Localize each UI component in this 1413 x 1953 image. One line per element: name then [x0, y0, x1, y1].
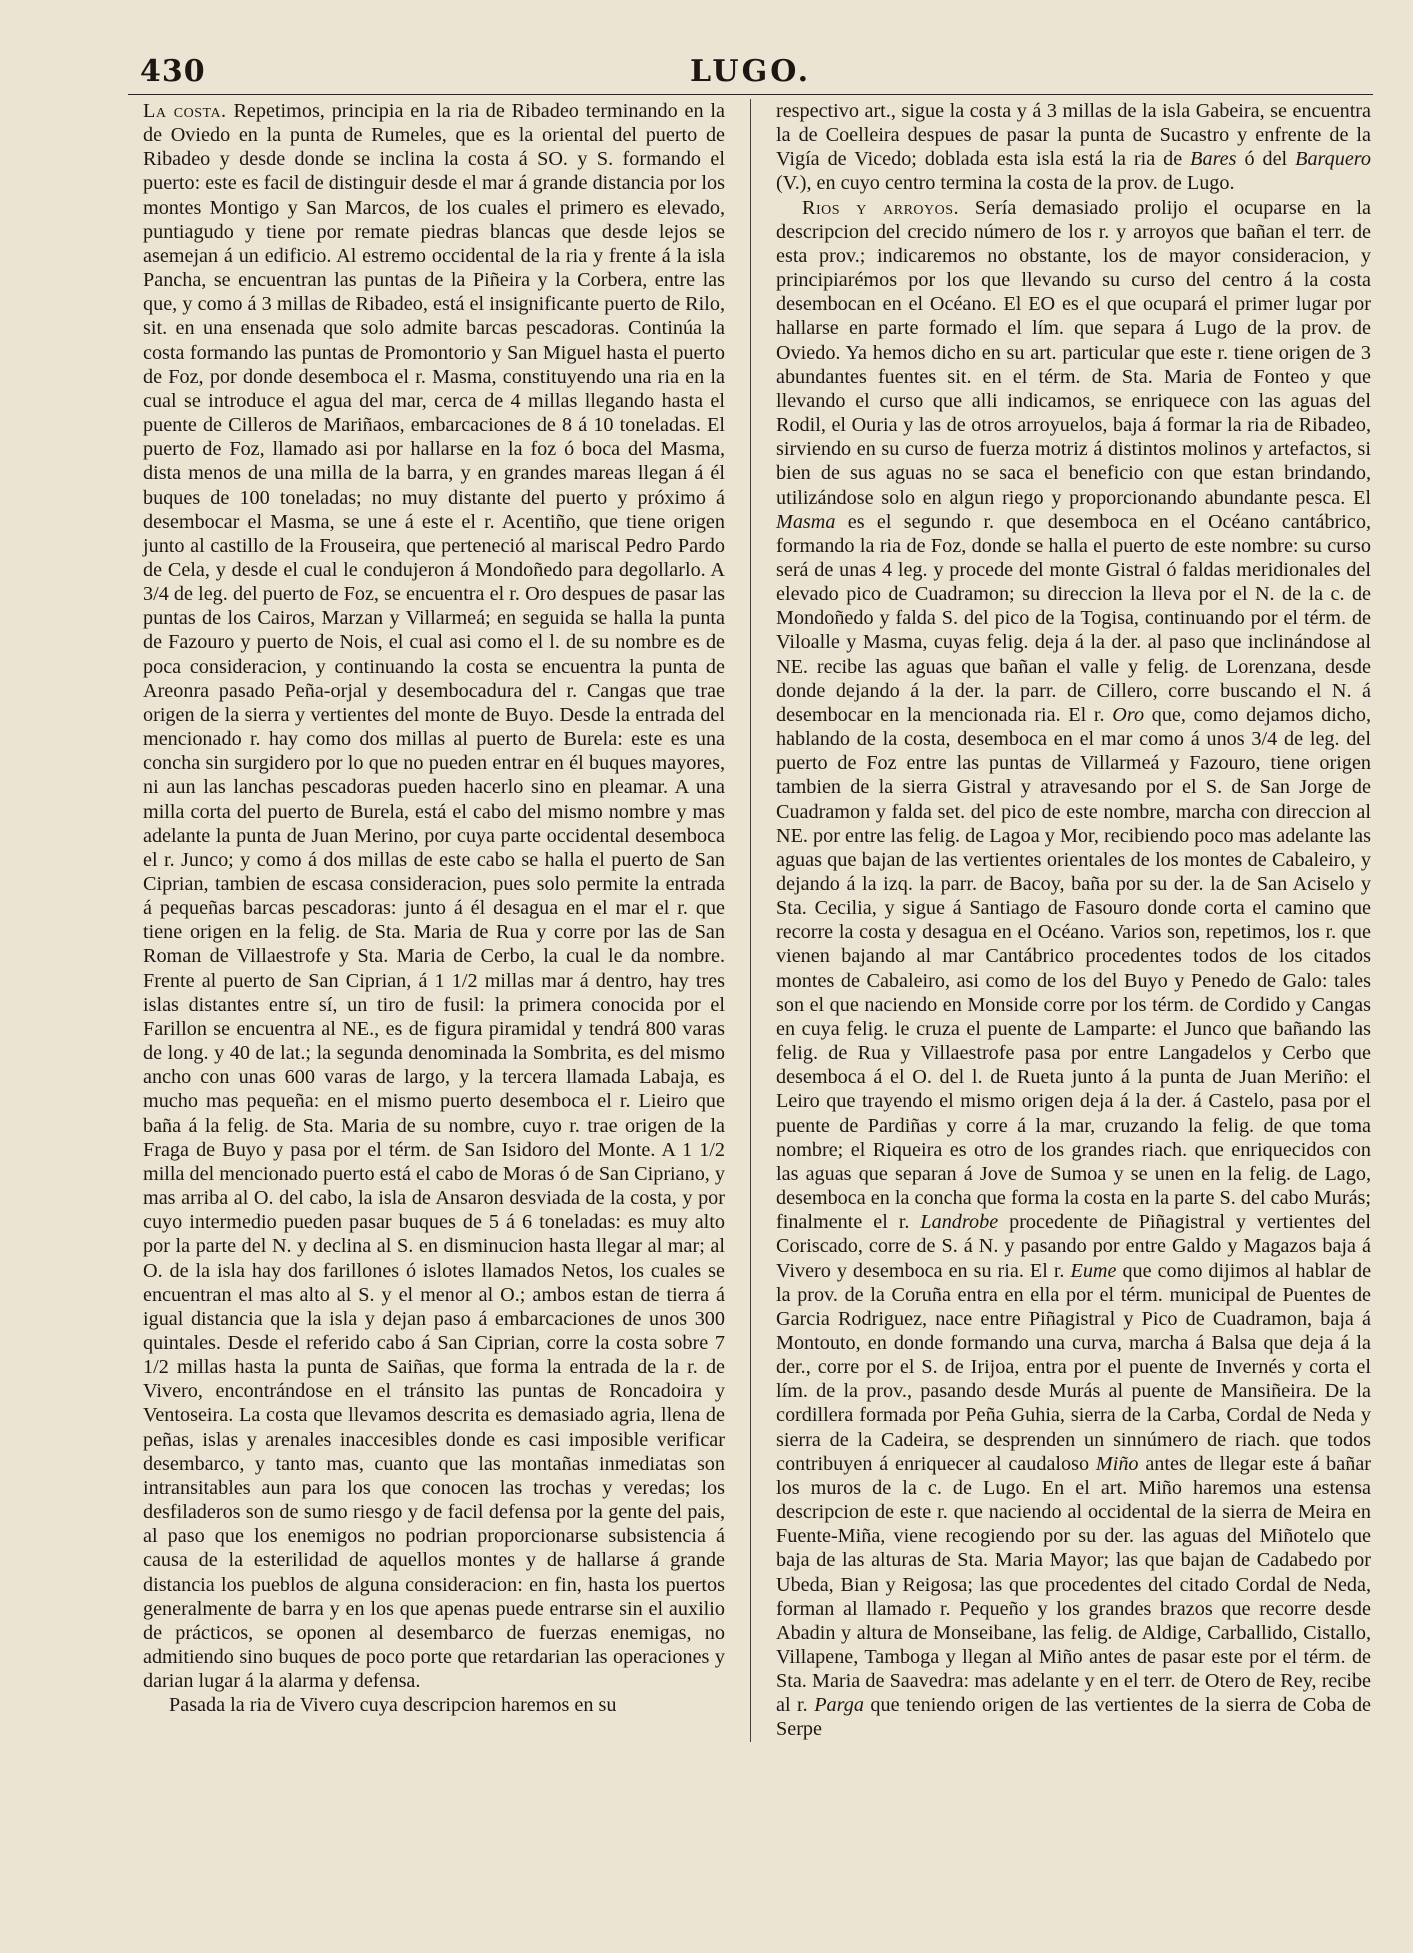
left-column — [128, 99, 725, 1742]
paragraph-text: ó del — [1244, 148, 1288, 171]
paragraph-text: procedente de Piñagistral y vertientes del Coriscado, corre de S. á N. y pasando por entre Galdo y Magazos baja á Vivero y desemboca en su ria. El r. — [776, 1211, 1372, 1282]
paragraph-text: respectivo art., sigue la costa y á 3 millas de la isla Gabeira, se encuentra la de Coelleira despues de pasar la punta de Sucastro y enfrente de la Vigía de Vicedo; doblada esta isla está la ria de — [776, 100, 1371, 171]
paragraph-text: Pasada la ria de Vivero cuya descripcion haremos en su — [169, 1694, 617, 1717]
italic-place-name: Barquero — [1295, 148, 1372, 171]
italic-river-name: Parga — [814, 1694, 864, 1717]
running-title: LUGO. — [689, 54, 812, 89]
italic-river-name: Masma — [776, 510, 836, 533]
paragraph-text: que teniendo origen de las vertientes de la sierra de Coba de Serpe — [776, 1694, 1372, 1741]
italic-place-name: Bares — [1190, 148, 1237, 171]
page-header — [128, 52, 1373, 95]
italic-river-name: Landrobe — [920, 1211, 999, 1234]
paragraph-rios-y-arroyos — [776, 196, 1371, 1742]
paragraph-text: Repetimos, principia en la ria de Ribadeo terminando en la de Oviedo en la punta de Rumeles, que es la oriental del puerto de Ribadeo y desde donde se inclina la costa á SO. y S. formando el puerto: este es facil de distinguir desde el mar á grande distancia por los montes Montigo y San Marcos, de los cuales el primero es elevado, puntiagudo y tiene por remate piedras blancas que desde lejos se asemejan á un edificio. Al estremo occidental de la ria y frente á la isla Pancha, se encuentran las puntas de la Piñeira y la Corbera, entre las que, y como á 3 millas de Ribadeo, está el insignificante puerto de Rilo, sit. en una ensenada que solo admite barcas pescadoras. Continúa la costa formando las puntas de Promontorio y San Miguel hasta el puerto de Foz, por donde desemboca el r. Masma, constituyendo una ria en la cual se introduce el agua del mar, cerca de 4 millas llegando hasta el puente de Cilleros de Mariñaos, embarcaciones de 8 á 10 toneladas. El puerto de Foz, llamado asi por hallarse en la foz ó boca del Masma, dista menos de una milla de la barra, y en grandes mareas llegan á él buques de 100 toneladas; no muy distante del puerto y próximo á desembocar el Masma, se une á este el r. Acentiño, que tiene origen junto al castillo de la Frouseira, que perteneció al mariscal Pedro Pardo de Cela, y desde el cual le condujeron á Mondoñedo para degollarlo. A 3/4 de leg. del puerto de Foz, se encuentra el r. Oro despues de pasar las puntas de los Cairos, Marzan y Villarmeá; en seguida se halla la punta de Fazouro y puerto de Nois, el cual asi como el l. de su nombre es de poca consideracion, y continuando la costa se encuentra la punta de Areonra pasado Peña-orjal y desembocadura del r. Cangas que trae origen de la sierra y vertientes del monte de Buyo. Desde la entrada del mencionado r. hay como dos millas al puerto de Burela: este es una concha sin surgidero por lo que no pueden entrar en él buques mayores, ni aun las lanchas pescadoras pueden hacerlo sino en pleamar. A una milla corta del puerto de Burela, está el cabo del mismo nombre y mas adelante la punta de Juan Merino, por cuya parte occidental desemboca el r. Junco; y como á dos millas de este cabo se halla el puerto de San Ciprian, tambien de escasa consideracion, pues solo permite la entrada á pequeñas barcas pescadoras: junto á él desagua en el mar el r. que tiene origen en la felig. de Sta. Maria de Rua y corre por las de San Roman de Villaestrofe y Sta. Maria de Cerbo, la cual le da nombre. Frente al puerto de San Ciprian, á 1 1/2 millas mar á dentro, hay tres islas distantes entre sí, un tiro de fusil: la primera conocida por el Farillon se encuentra al NE., es de figura piramidal y tendrá 800 varas de long. y 40 de lat.; la segunda denominada la Sombrita, es del mismo ancho con unas 600 varas de largo, y la tercera llamada Labaja, es mucho mas pequeña: en el mismo puerto desemboca el r. Lieiro que baña á la felig. de Sta. Maria de su nombre, cuyo r. trae origen de la Fraga de Buyo y pasa por el térm. de San Isidoro del Monte. A 1 1/2 milla del mencionado puerto está el cabo de Moras ó de San Cipriano, y mas arriba al O. del cabo, la isla de Ansaron desviada de la costa, y por cuyo intermedio pueden pasar buques de 5 á 6 toneladas: es muy alto por la parte del N. y declina al S. en disminucion hasta llegar al mar; al O. de la isla hay dos farillones ó islotes llamados Netos, los cuales se encuentran el mas alto al S. y el menor al O.; ambos estan de tierra á igual distancia que la isla y dejan paso á embarcaciones de unos 300 quintales. Desde el referido cabo á San Ciprian, corre la costa sobre 7 1/2 millas hasta la punta de Saiñas, que forma la entrada de la r. de Vivero, encontrándose en el tránsito las puntas de Roncadoira y Ventoseira. La costa que llevamos descrita es demasiado agria, llena de peñas, islas y arenales inaccesibles donde es casi imposible verificar desembarco, y tanto mas, cuanto que las montañas inmediatas son intransitables aun para los que conocen las trochas y veredas; los desfiladeros son de sumo riesgo y de facil defensa por la gente del pais, al paso que los enemigos no podrian proporcionarse subsistencia á causa de la esterilidad de aquellos montes y de hallarse á grande distancia los pueblos de alguna consideracion: en fin, hasta los puertos generalmente de barra y en los que apenas puede entrarse sin el auxilio de prácticos, se oponen al desembarco de fuerzas enemigas, no admitiendo sino buques de poco porte que retardarian las operaciones y darian lugar á la alarma y defensa. — [143, 100, 725, 1693]
paragraph-text: Sería demasiado prolijo el ocuparse en la descripcion del crecido número de los r. y arroyos que bañan el terr. de esta prov.; indicaremos no obstante, los de mayor consideracion, y principiarémos por los que llevando su curso del centro á la costa desembocan en el Océano. El EO es el que ocupará el primer lugar por hallarse en parte formado el lím. que separa á Lugo de la prov. de Oviedo. Ya hemos dicho en su art. particular que este r. tiene origen de 3 abundantes fuentes sit. en el térm. de Sta. Maria de Fonteo y que llevando el curso que alli indicamos, se enriquece con las aguas del Rodil, el Ouria y las de otros arroyuelos, baja á formar la ria de Ribadeo, sirviendo en su curso de fuerza motriz á distintos molinos y artefactos, si bien de sus aguas no se saca el beneficio con que estan brindando, utilizándose solo en algun riego y proporcionando abundante pesca. El — [776, 196, 1371, 509]
paragraph-text: que como dijimos al hablar de la prov. de la Coruña entra en ella por el térm. municipal de Puentes de Garcia Rodriguez, nace entre Piñagistral y Pico de Cuadramon, baja á Montouto, en donde formando una curva, marcha á Balsa que deja á la der., corre por el S. de Irijoa, entra por el puente de Invernés y corta el lím. de la prov., pasando desde Murás al puente de Mansiñeira. De la cordillera formada por Peña Guhia, sierra de la Carba, Cordal de Neda y sierra de la Cadeira, se desprenden un sinnúmero de riach. que todos contribuyen á enriquecer al caudaloso — [776, 1259, 1372, 1475]
page-number: 430 — [140, 54, 206, 89]
italic-river-name: Eume — [1070, 1259, 1117, 1282]
paragraph-continuation — [776, 99, 1371, 196]
right-column — [776, 99, 1373, 1742]
paragraph-text: (V.), en cuyo centro termina la costa de la prov. de Lugo. — [776, 172, 1235, 195]
paragraph-pasada-la-ria — [143, 1693, 725, 1717]
paragraph-la-costa — [143, 99, 725, 1693]
section-lead-rios-y-arroyos: Rios y arroyos. — [802, 196, 960, 219]
italic-river-name: Miño — [1095, 1452, 1139, 1475]
column-divider — [750, 99, 752, 1742]
paragraph-text: es el segundo r. que desemboca en el Océano cantábrico, formando la ria de Foz, donde se halla el puerto de este nombre: su curso será de unas 4 leg. y procede del monte Gistral ó faldas meridionales del elevado pico de Cuadramon; su direccion la lleva por el N. de la c. de Mondoñedo y falda S. del pico de la Togisa, continuando por el térm. de Viloalle y Masma, cuyas felig. deja á la der. al paso que inclinándose al NE. recibe las aguas que bañan el valle y felig. de Lorenzana, desde donde dejando á la der. la parr. de Cillero, corre buscando el N. á desembocar en la mencionada ria. El r. — [776, 510, 1371, 726]
paragraph-text: que, como dejamos dicho, hablando de la costa, desemboca en el mar como á unos 3/4 de leg. del puerto de Foz entre las puntas de Villarmeá y Fazouro, tiene origen tambien de la sierra Gistral y atravesando por el S. de San Jorge de Cuadramon y falda set. del pico de este nombre, marcha con direccion al NE. por entre las felig. de Lagoa y Mor, recibiendo poco mas adelante las aguas que bajan de las vertientes orientales de los montes de Cabaleiro, y dejando á la izq. la parr. de Bacoy, baña por su der. la de San Aciselo y Sta. Cecilia, y sigue á Santiago de Fasouro donde corta el camino que recorre la costa y desagua en el Océano. Varios son, repetimos, los r. que vienen bajando al mar Cantábrico procedentes todos de los citados montes de Cabaleiro, asi como de los del Buyo y Penedo de Galo: tales son el que naciendo en Monside corre por los térm. de Cordido y Cangas en cuya felig. le cruza el puente de Lamparte: el Junco que bañando las felig. de Rua y Villaestrofe pasa por entre Langadelos y Cerbo que desemboca á el O. del l. de Rueta junto á la punta de Juan Meriño: el Leiro que trayendo el mismo origen deja á la der. á Castelo, pasa por el puente de Pardiñas y corre á la mar, cruzando la felig. de que toma nombre; el Riqueira es otro de los grandes riach. que enriquecidos con las aguas que separan á Jove de Sumoa y se unen en la felig. de Lago, desemboca en la concha que forma la costa en la parte S. del cabo Murás; finalmente el r. — [776, 703, 1371, 1234]
two-column-body — [128, 99, 1373, 1742]
section-lead-la-costa: La costa. — [143, 100, 227, 122]
italic-river-name: Oro — [1112, 703, 1145, 726]
paragraph-text: antes de llegar este á bañar los muros de la c. de Lugo. En el art. Miño haremos una estensa descripcion de este r. que naciendo al occidental de la sierra de Meira en Fuente-Miña, viene recogiendo por su der. las aguas del Miñotelo que baja de las alturas de Sta. Maria Mayor; las que bajan de Cadabedo por Ubeda, Bian y Reigosa; las que procedentes del citado Cordal de Neda, forman al llamado r. Pequeño y los grandes brazos que recorre desde Abadin y altura de Monseibane, las felig. de Aldige, Carballido, Cistallo, Villapene, Tamboga y llegan al Miño antes de pasar este por el térm. de Sta. Maria de Saavedra: mas adelante y en el terr. de Otero de Rey, recibe al r. — [776, 1452, 1372, 1717]
